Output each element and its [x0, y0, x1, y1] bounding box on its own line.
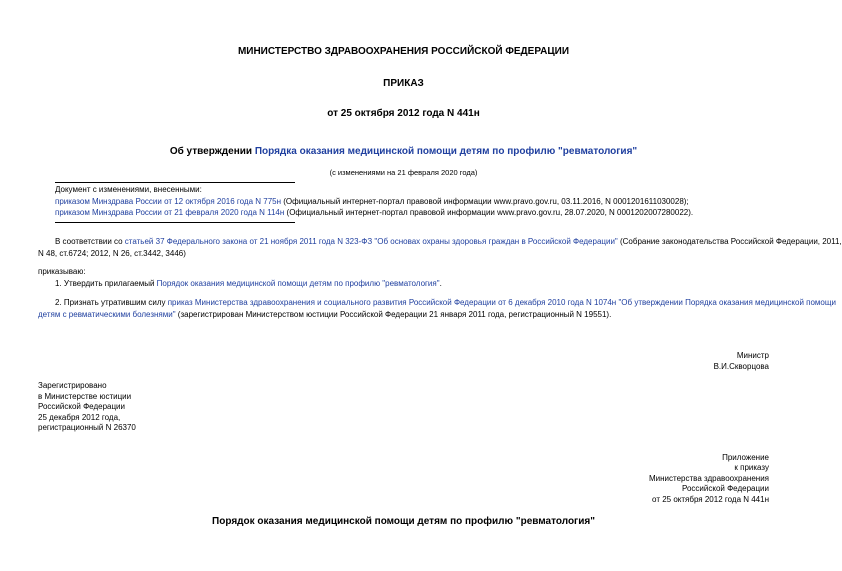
order-item-2-line-1	[55, 298, 836, 308]
minister-title: Министр	[736, 351, 769, 360]
order-item-2-line-2	[38, 310, 611, 320]
preamble-lead: В соответствии со	[55, 237, 125, 246]
preamble-line-1	[55, 237, 842, 247]
item2-lead: 2. Признать утратившим силу	[55, 298, 168, 307]
order-heading: ПРИКАЗ	[383, 78, 424, 89]
change-link[interactable]: приказом Минздрава России от 12 октября 2016 года N 775н	[55, 197, 282, 206]
repealed-order-link[interactable]: приказ Министерства здравоохранения и социального развития Российской Федерации от 6 декабря 2010 года N 1074н "Об утверждении Порядка оказания медицинской помощи	[167, 298, 836, 307]
bottom-divider	[55, 222, 295, 223]
title-prefix: Об утверждении	[169, 146, 255, 157]
appendix-line: Российской Федерации	[682, 484, 769, 493]
item1-lead: 1. Утвердить прилагаемый	[55, 279, 157, 288]
order-date-number: от 25 октября 2012 года N 441н	[327, 108, 480, 119]
registration-line: в Министерстве юстиции	[38, 392, 132, 401]
procedure-link[interactable]: Порядка оказания медицинской помощи детям по профилю "ревматология"	[254, 146, 638, 157]
minister-name: В.И.Скворцова	[713, 362, 769, 371]
item2-end: (зарегистрирован Министерством юстиции Российской Федерации 21 января 2011 года, регистрационный N 19551).	[175, 310, 612, 319]
registration-line: Зарегистрировано	[38, 381, 107, 390]
item1-end: .	[439, 279, 442, 288]
registration-line: регистрационный N 26370	[38, 423, 136, 432]
repealed-order-link-cont[interactable]: детям с ревматическими болезнями"	[38, 310, 176, 319]
ministry-heading: МИНИСТЕРСТВО ЗДРАВООХРАНЕНИЯ РОССИЙСКОЙ ФЕДЕРАЦИИ	[237, 46, 570, 57]
change-item	[55, 208, 693, 218]
registration-line: 25 декабря 2012 года,	[38, 413, 121, 422]
change-text: (Официальный интернет-портал правовой информации www.pravo.gov.ru, 03.11.2016, N 0001201611030028);	[281, 197, 689, 206]
order-word-lower: приказываю:	[38, 267, 86, 276]
top-divider	[55, 182, 295, 183]
change-link[interactable]: приказом Минздрава России от 21 февраля 2020 года N 114н	[55, 208, 285, 217]
changes-heading: Документ с изменениями, внесенными:	[55, 185, 202, 194]
appendix-line: от 25 октября 2012 года N 441н	[652, 495, 769, 504]
order-item-1	[55, 279, 442, 289]
procedure-title: Порядок оказания медицинской помощи детям по профилю "ревматология"	[212, 516, 595, 527]
federal-law-link[interactable]: статьей 37 Федерального закона от 21 ноября 2011 года N 323-ФЗ "Об основах охраны здоровья граждан в Российской Федерации"	[124, 237, 618, 246]
change-text: (Официальный интернет-портал правовой информации www.pravo.gov.ru, 28.07.2020, N 0001202007280022).	[284, 208, 694, 217]
preamble-rest: (Собрание законодательства Российской Федерации, 2011,	[617, 237, 842, 246]
procedure-item-link[interactable]: Порядок оказания медицинской помощи детям по профилю "ревматология"	[156, 279, 440, 288]
amendments-note: (с изменениями на 21 февраля 2020 года)	[329, 168, 478, 177]
preamble-line-2: N 48, ст.6724; 2012, N 26, ст.3442, 3446)	[38, 249, 186, 258]
change-item	[55, 197, 689, 207]
registration-line: Российской Федерации	[38, 402, 125, 411]
document-title	[0, 146, 807, 157]
appendix-line: Министерства здравоохранения	[649, 474, 769, 483]
appendix-line: Приложение	[722, 453, 769, 462]
appendix-line: к приказу	[734, 463, 769, 472]
